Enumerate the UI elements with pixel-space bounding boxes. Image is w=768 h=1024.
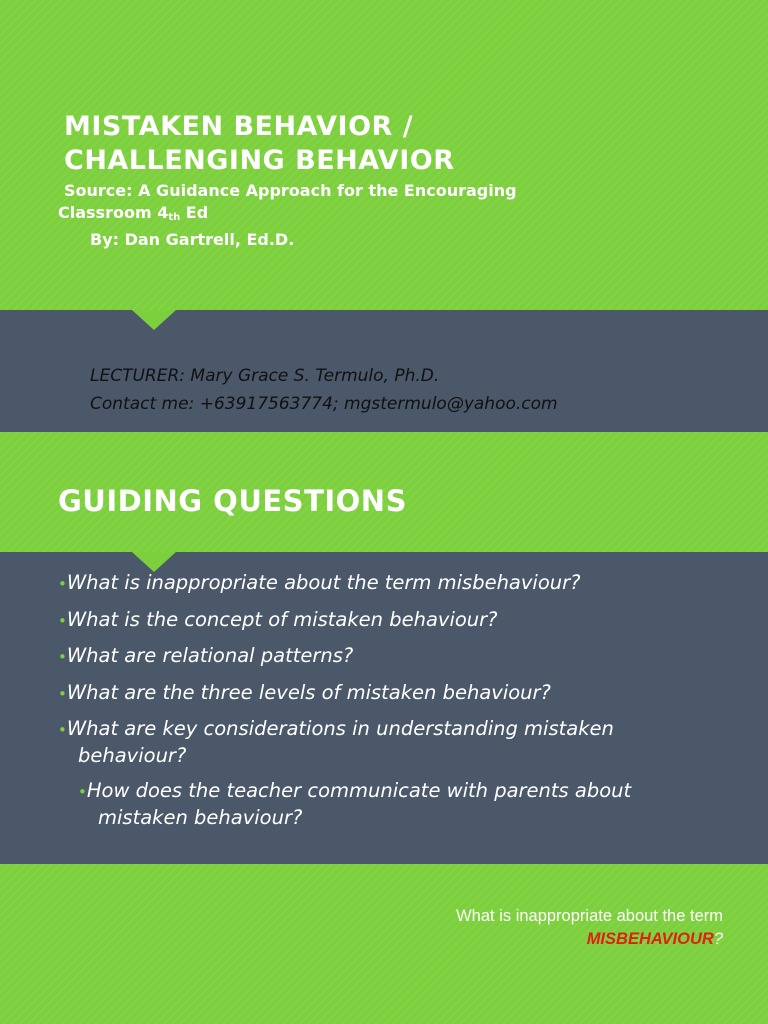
bullet-icon: • (58, 611, 67, 630)
slide2-title: GUIDING QUESTIONS (58, 484, 407, 518)
list-item: •What are the three levels of mistaken behaviour? (58, 680, 551, 704)
source-book: Classroom 4 (58, 203, 169, 222)
slide1-title-line1: MISTAKEN BEHAVIOR / (64, 111, 414, 142)
lecturer-contact: Contact me: +63917563774; mgstermulo@yahoo.com (90, 394, 558, 414)
slide1-notch (132, 310, 176, 330)
bullet-icon: • (58, 648, 67, 666)
slide3-end: ? (713, 930, 723, 948)
slide1-title (64, 110, 455, 178)
source-author: By: Dan Gartrell, Ed.D. (90, 230, 295, 249)
slide2-question-band (0, 552, 768, 864)
lecturer-info (90, 362, 558, 418)
bullet-icon: • (58, 684, 67, 703)
source-prefix: Source: A Guidance Approach for the Encouraging (64, 181, 517, 200)
list-item: •What are relational patterns? (58, 644, 354, 667)
slide3-emphasis: MISBEHAVIOUR (586, 930, 714, 948)
list-item: •What are key considerations in understanding mistaken behaviour? (58, 717, 614, 767)
list-item: •What is the concept of mistaken behaviour? (58, 607, 498, 631)
bullet-icon: • (78, 782, 87, 801)
bullet-icon: • (58, 575, 67, 593)
slide3-line1: What is inappropriate about the term (456, 907, 723, 925)
source-ordinal: th (168, 212, 181, 223)
question-list (58, 570, 698, 839)
slide3-question (456, 905, 723, 951)
list-item: •How does the teacher communicate with parents about mistaken behaviour? (78, 778, 632, 829)
slide3-line2 (456, 928, 723, 951)
source-citation (58, 180, 698, 251)
slide1-title-line2: CHALLENGING BEHAVIOR (64, 145, 455, 176)
slide2-notch (132, 552, 176, 572)
source-edition: Ed (180, 203, 209, 222)
bullet-icon: • (58, 721, 67, 739)
lecturer-name: LECTURER: Mary Grace S. Termulo, Ph.D. (90, 366, 440, 386)
list-item: •What is inappropriate about the term misbehaviour? (58, 571, 581, 594)
